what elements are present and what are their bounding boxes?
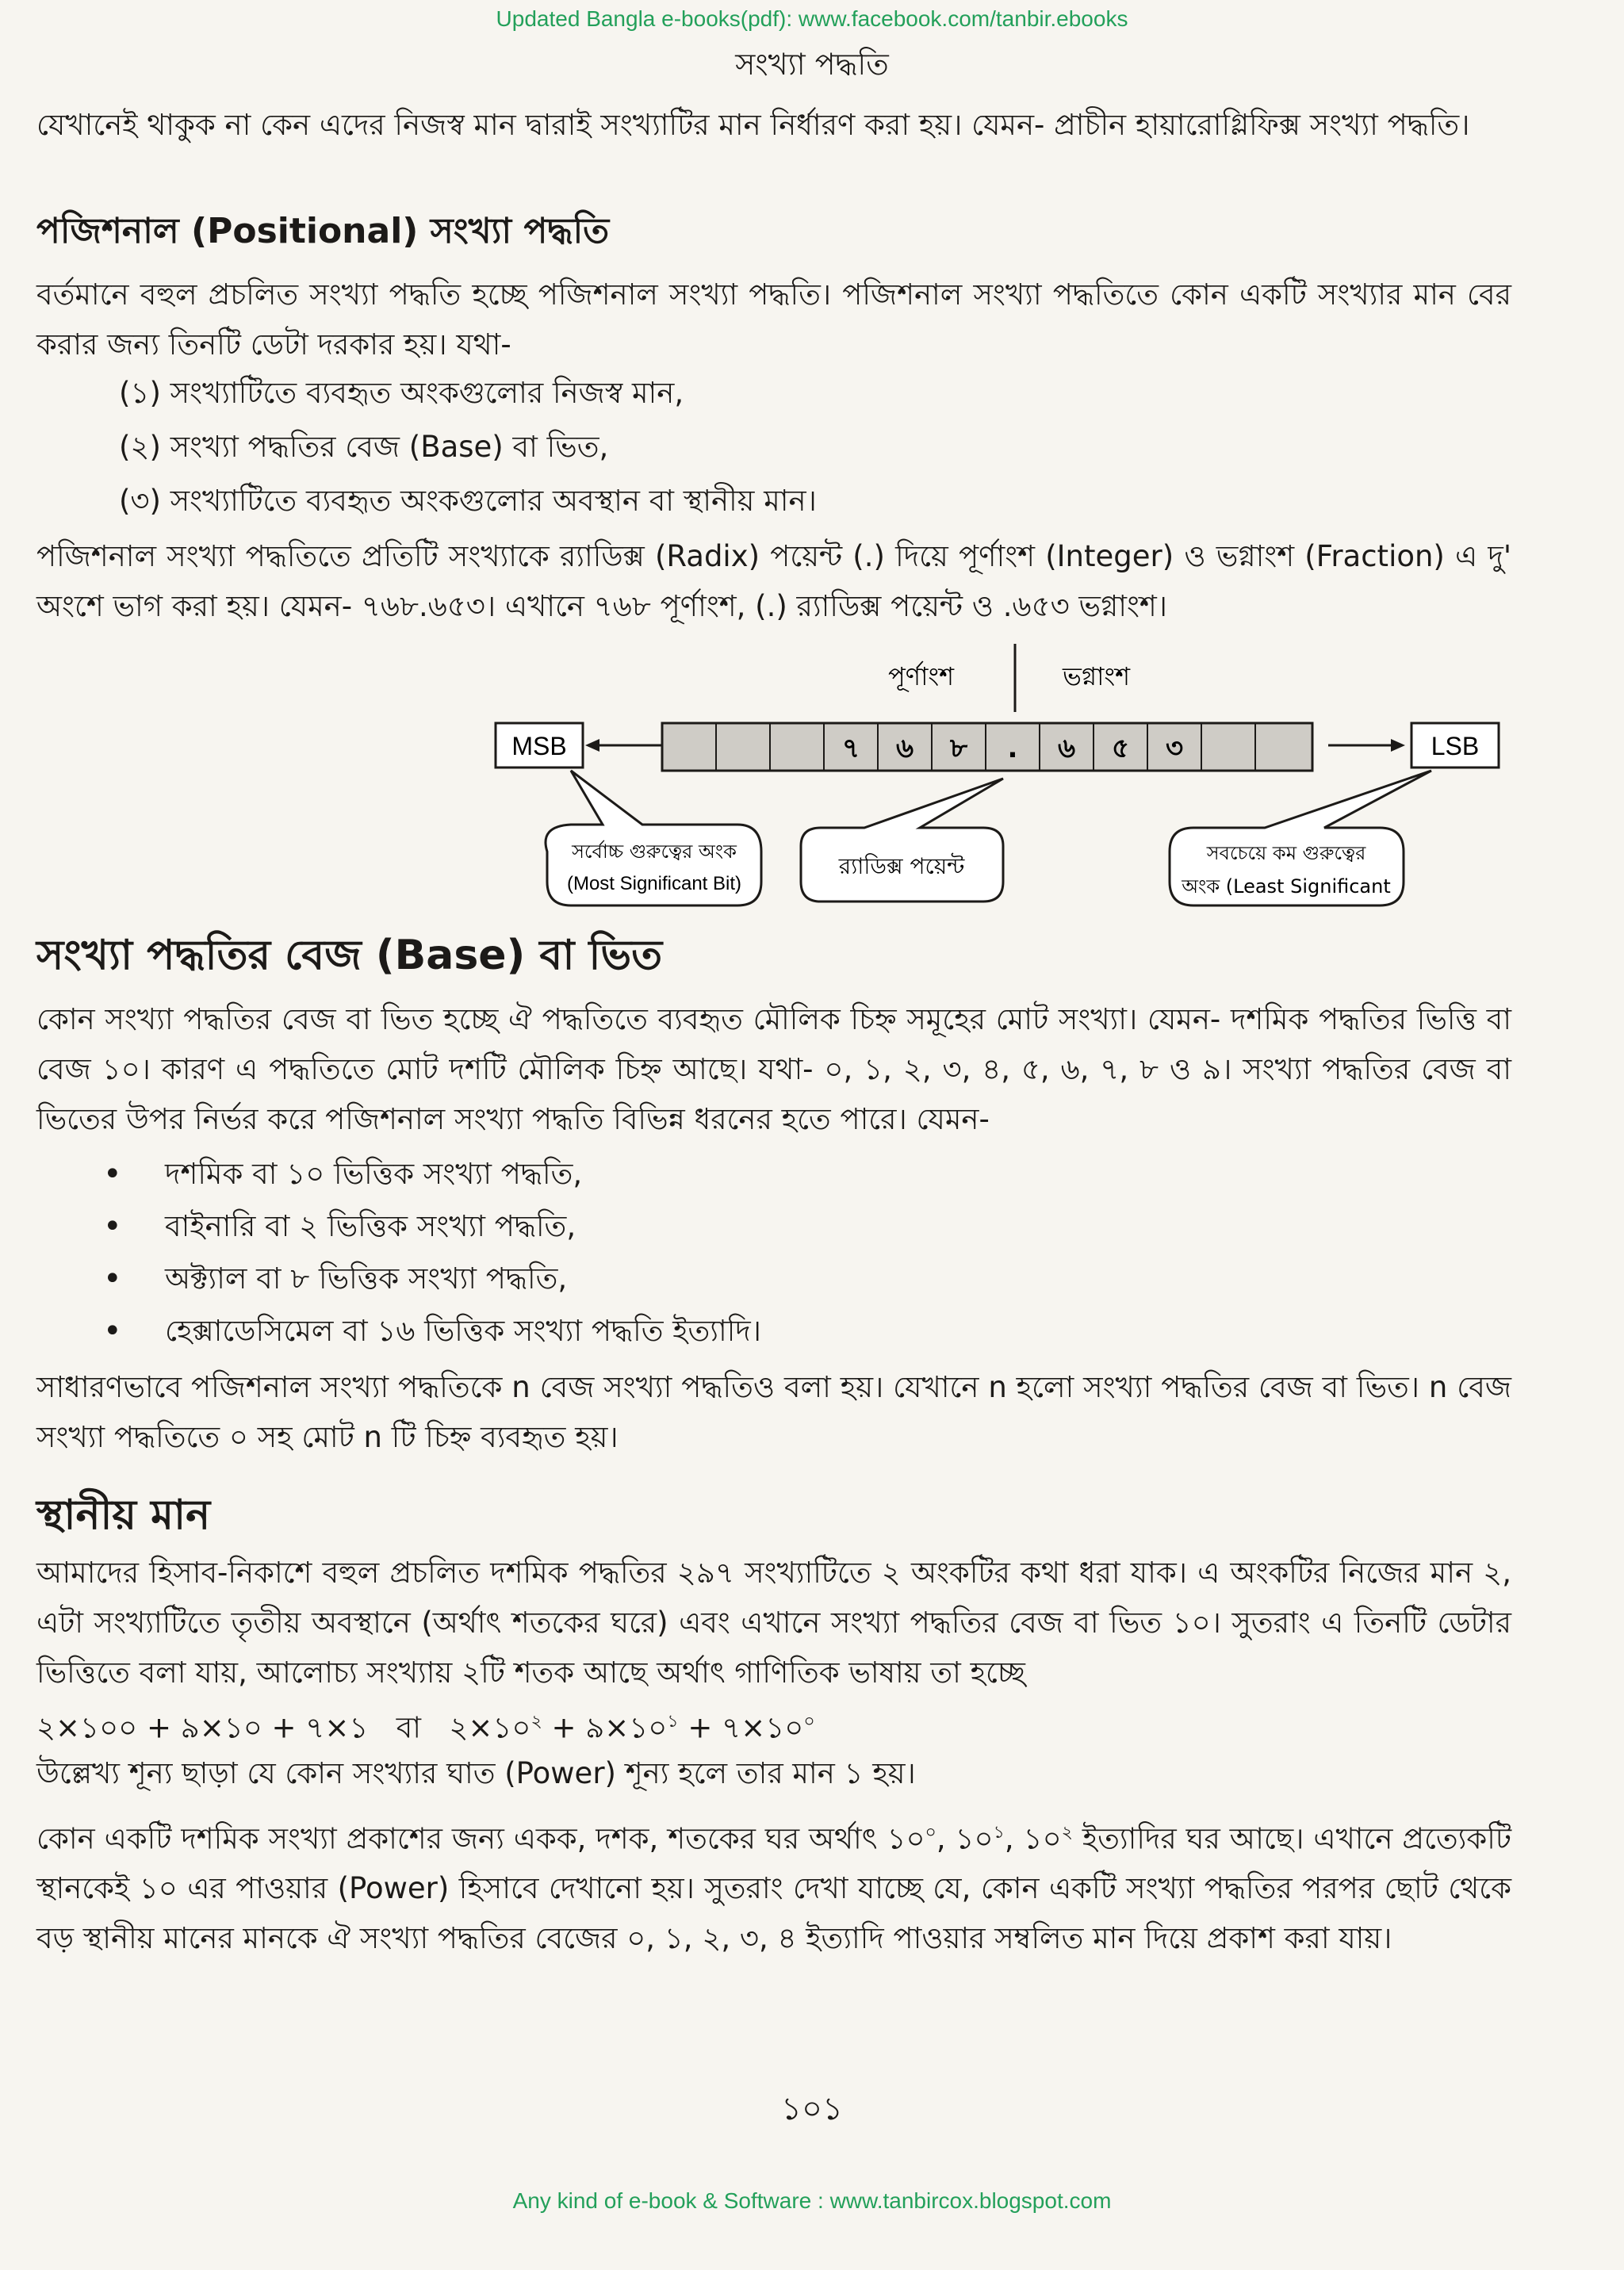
integer-label: পূর্ণাংশ: [888, 661, 955, 691]
base-heading: সংখ্যা পদ্ধতির বেজ (Base) বা ভিত: [36, 932, 663, 979]
msb-label: MSB: [511, 732, 567, 760]
lsb-callout-line2: অংক (Least Significant: [1182, 875, 1391, 898]
list-item: • অক্ট্যাল বা ৮ ভিত্তিক সংখ্যা পদ্ধতি,: [103, 1253, 761, 1305]
msb-callout-line2: (Most Significant Bit): [566, 873, 742, 894]
bullet-icon: •: [103, 1261, 122, 1297]
positional-paragraph: বর্তমানে বহুল প্রচলিত সংখ্যা পদ্ধতি হচ্ছে পজিশনাল সংখ্যা পদ্ধতি। পজিশনাল সংখ্যা পদ্ধতিতে কোন একটি সংখ্যার মান বের করার জন্য তিনটি ডেটা দরকার হয়। যথা-: [36, 278, 1511, 362]
positional-heading: পজিশনাল (Positional) সংখ্যা পদ্ধতি: [36, 211, 610, 251]
arrow-left-icon: [585, 739, 599, 752]
fraction-label: ভগ্নাংশ: [1063, 661, 1131, 691]
digit-cell: ৬: [895, 733, 914, 764]
formula-expanded: ২×১০০ + ৯×১০ + ৭×১: [36, 1710, 369, 1745]
list-item: • বাইনারি বা ২ ভিত্তিক সংখ্যা পদ্ধতি,: [103, 1200, 761, 1253]
radix-point-diagram: [492, 644, 1515, 913]
list-item: (১) সংখ্যাটিতে ব্যবহৃত অংকগুলোর নিজস্ব মান,: [119, 376, 684, 410]
list-item: (২) সংখ্যা পদ্ধতির বেজ (Base) বা ভিত,: [119, 430, 609, 464]
arrow-right-icon: [1391, 739, 1405, 752]
digit-cell: ৮: [949, 733, 968, 764]
formula: ২×১০০ + ৯×১০ + ৭×১ বা $২\times ১০^২$ + $৯\times ১০^১$ + $৭\times ১০^০$: [36, 1710, 815, 1745]
local-value-heading: স্থানীয় মান: [36, 1491, 211, 1539]
lsb-label: LSB: [1431, 732, 1480, 760]
base-types-list: [103, 1148, 761, 1357]
digit-cell: ৫: [1111, 733, 1130, 764]
base-paragraph: কোন সংখ্যা পদ্ধতির বেজ বা ভিত হচ্ছে ঐ পদ্ধতিতে ব্যবহৃত মৌলিক চিহ্ন সমূহের মোট সংখ্যা। যেমন- দশমিক পদ্ধতির ভিত্তি বা বেজ ১০। কারণ এ পদ্ধতিতে মোট দশটি মৌলিক চিহ্ন আছে। যথা- ০, ১, ২, ৩, ৪, ৫, ৬, ৭, ৮ ও ৯। সংখ্যা পদ্ধতির বেজ বা ভিতের উপর নির্ভর করে পজিশনাল সংখ্যা পদ্ধতি বিভিন্ন ধরনের হতে পারে। যেমন-: [36, 1002, 1511, 1136]
positional-data-list: [119, 366, 817, 528]
digit-cell: ৩: [1165, 733, 1184, 764]
list-item: • হেক্সাডেসিমেল বা ১৬ ভিত্তিক সংখ্যা পদ্ধতি ইত্যাদি।: [103, 1305, 761, 1357]
local-value-paragraph: আমাদের হিসাব-নিকাশে বহুল প্রচলিত দশমিক পদ্ধতির ২৯৭ সংখ্যাটিতে ২ অংকটির কথা ধরা যাক। এ অংকটির নিজের মান ২, এটা সংখ্যাটিতে তৃতীয় অবস্থানে (অর্থাৎ শতকের ঘরে) এবং এখানে সংখ্যা পদ্ধতির বেজ বা ভিত ১০। সুতরাং এ তিনটি ডেটার ভিত্তিতে বলা যায়, আলোচ্য সংখ্যায় ২টি শতক আছে অর্থাৎ গাণিতিক ভাষায় তা হচ্ছে: [36, 1556, 1511, 1690]
digit-cells: [662, 723, 1312, 771]
bullet-icon: •: [103, 1156, 122, 1192]
radix-callout: [801, 779, 1003, 901]
power-note: উল্লেখ্য শূন্য ছাড়া যে কোন সংখ্যার ঘাত (Power) শূন্য হলে তার মান ১ হয়।: [36, 1756, 916, 1790]
list-item: • দশমিক বা ১০ ভিত্তিক সংখ্যা পদ্ধতি,: [103, 1148, 761, 1200]
digit-cell: ৭: [841, 733, 860, 764]
page-number: ১০১: [781, 2091, 843, 2127]
list-item: (৩) সংখ্যাটিতে ব্যবহৃত অংকগুলোর অবস্থান বা স্থানীয় মান।: [119, 484, 817, 518]
bullet-icon: •: [103, 1313, 122, 1349]
radix-point-cell: .: [1007, 733, 1018, 764]
intro-paragraph: যেখানেই থাকুক না কেন এদের নিজস্ব মান দ্বারাই সংখ্যাটির মান নির্ধারণ করা হয়। যেমন- প্রাচীন হায়ারোগ্লিফিক্স সংখ্যা পদ্ধতি।: [36, 108, 1470, 142]
running-title: সংখ্যা পদ্ধতি: [735, 47, 889, 82]
local-value-paragraph-2: কোন একটি দশমিক সংখ্যা প্রকাশের জন্য একক, দশক, শতকের ঘর অর্থাৎ $১০^০$, $১০^১$, $১০^২$ ইত্যাদির ঘর আছে। এখানে প্রত্যেকটি স্থানকেই ১০ এর পাওয়ার (Power) হিসাবে দেখানো হয়। সুতরাং দেখা যাচ্ছে যে, কোন একটি সংখ্যা পদ্ধতির পরপর ছোট থেকে বড় স্থানীয় মানের মানকে ঐ সংখ্যা পদ্ধতির বেজের ০, ১, ২, ৩, ৪ ইত্যাদি পাওয়ার সম্বলিত মান দিয়ে প্রকাশ করা যায়।: [36, 1821, 1512, 1956]
bullet-icon: •: [103, 1208, 122, 1245]
header-link[interactable]: Updated Bangla e-books(pdf): www.facebook.com/tanbir.ebooks: [496, 6, 1128, 31]
digit-cell: ৬: [1057, 733, 1076, 764]
footer-link[interactable]: Any kind of e-book & Software : www.tanbircox.blogspot.com: [512, 2188, 1112, 2213]
formula-or: বা: [396, 1710, 422, 1745]
radix-paragraph: পজিশনাল সংখ্যা পদ্ধতিতে প্রতিটি সংখ্যাকে র‍্যাডিক্স (Radix) পয়েন্ট (.) দিয়ে পূর্ণাংশ (Integer) ও ভগ্নাংশ (Fraction) এ দু' অংশে ভাগ করা হয়। যেমন- ৭৬৮.৬৫৩। এখানে ৭৬৮ পূর্ণাংশ, (.) র‍্যাডিক্স পয়েন্ট ও .৬৫৩ ভগ্নাংশ।: [36, 539, 1511, 623]
radix-callout-label: র‍্যাডিক্স পয়েন্ট: [838, 853, 965, 879]
lsb-callout-line1: সবচেয়ে কম গুরুত্বের: [1206, 842, 1366, 864]
base-closing-paragraph: সাধারণভাবে পজিশনাল সংখ্যা পদ্ধতিকে n বেজ সংখ্যা পদ্ধতিও বলা হয়। যেখানে n হলো সংখ্যা পদ্ধতির বেজ বা ভিত। n বেজ সংখ্যা পদ্ধতিতে ০ সহ মোট n টি চিহ্ন ব্যবহৃত হয়।: [36, 1370, 1511, 1454]
msb-callout-line1: সর্বোচ্চ গুরুত্বের অংক: [572, 840, 737, 863]
